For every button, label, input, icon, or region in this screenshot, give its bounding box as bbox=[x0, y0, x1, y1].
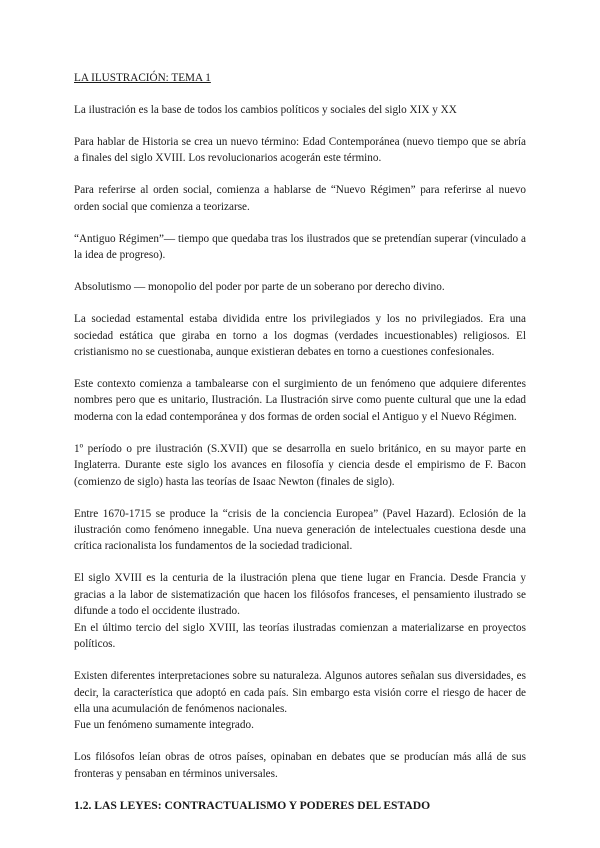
section-heading: 1.2. LAS LEYES: CONTRACTUALISMO Y PODERES DEL ESTADO bbox=[74, 798, 431, 812]
document-page bbox=[74, 70, 526, 830]
paragraph-fenomeno-integrado: Fue un fenómeno sumamente integrado. bbox=[74, 719, 254, 732]
paragraph-absolutismo: Absolutismo — monopolio del poder por parte de un soberano por derecho divino. bbox=[74, 281, 445, 294]
paragraph-ultimo-tercio: En el último tercio del siglo XVIII, las teorías ilustradas comienzan a materializarse en proyectos políticos. bbox=[74, 621, 526, 651]
paragraph-sociedad-estamental: La sociedad estamental estaba dividida entre los privilegiados y los no privilegiados. Era una sociedad estática que giraba en torno a los dogmas (verdades incuestionables) religiosos. El cristianismo no se cuestionaba, aunque existieran debates en torno a cuestiones confesionales. bbox=[74, 313, 526, 359]
paragraph-crisis-conciencia: Entre 1670-1715 se produce la “crisis de la conciencia Europea” (Pavel Hazard). Eclosión de la ilustración como fenómeno innegable. Una nueva generación de intelectuales cuestiona desde una crítica racionalista los fundamentos de la sociedad tradicional. bbox=[74, 507, 526, 553]
paragraph-base-cambios: La ilustración es la base de todos los cambios políticos y sociales del siglo XIX y XX bbox=[74, 104, 457, 116]
paragraph-filosofos: Los filósofos leían obras de otros países, opinaban en debates que se producían más allá de sus fronteras y pensaban en términos universales. bbox=[74, 751, 526, 780]
paragraph-edad-contemporanea: Para hablar de Historia se crea un nuevo término: Edad Contemporánea (nuevo tiempo que se abría a finales del siglo XVIII. Los revolucionarios acogerán este término. bbox=[74, 136, 526, 165]
paragraph-pre-ilustracion: 1º período o pre ilustración (S.XVII) que se desarrolla en suelo británico, en su mayor parte en Inglaterra. Durante este siglo los avances en filosofía y ciencia desde el empirismo de F. Bacon (comienzo de siglo) hasta las teorías de Isaac Newton (finales de siglo). bbox=[74, 442, 526, 488]
paragraph-interpretaciones: Existen diferentes interpretaciones sobre su naturaleza. Algunos autores señalan sus diversidades, es decir, la característica que adoptó en cada país. Sin embargo esta visión corre el riesgo de hacer de ella una acumulación de fenómenos nacionales. bbox=[74, 670, 526, 715]
paragraph-nuevo-regimen: Para referirse al orden social, comienza a hablarse de “Nuevo Régimen” para referirse al nuevo orden social que comienza a teorizarse. bbox=[74, 184, 526, 213]
document-title: LA ILUSTRACIÓN: TEMA 1 bbox=[74, 72, 211, 84]
paragraph-siglo-xviii-francia: El siglo XVIII es la centuria de la ilustración plena que tiene lugar en Francia. Desde Francia y gracias a la labor de sistematización que hacen los filósofos franceses, el pensamiento ilustrado se difunde a todo el occidente ilustrado. bbox=[74, 572, 526, 618]
paragraph-contexto-ilustracion: Este contexto comienza a tambalearse con el surgimiento de un fenómeno que adquiere diferentes nombres pero que es unitario, Ilustración. La Ilustración sirve como puente cultural que une la edad moderna con la edad contemporánea y dos formas de orden social el Antiguo y el Nuevo Régimen. bbox=[74, 378, 526, 423]
paragraph-antiguo-regimen: “Antiguo Régimen”— tiempo que quedaba tras los ilustrados que se pretendían superar (vinculado a la idea de progreso). bbox=[74, 232, 526, 262]
